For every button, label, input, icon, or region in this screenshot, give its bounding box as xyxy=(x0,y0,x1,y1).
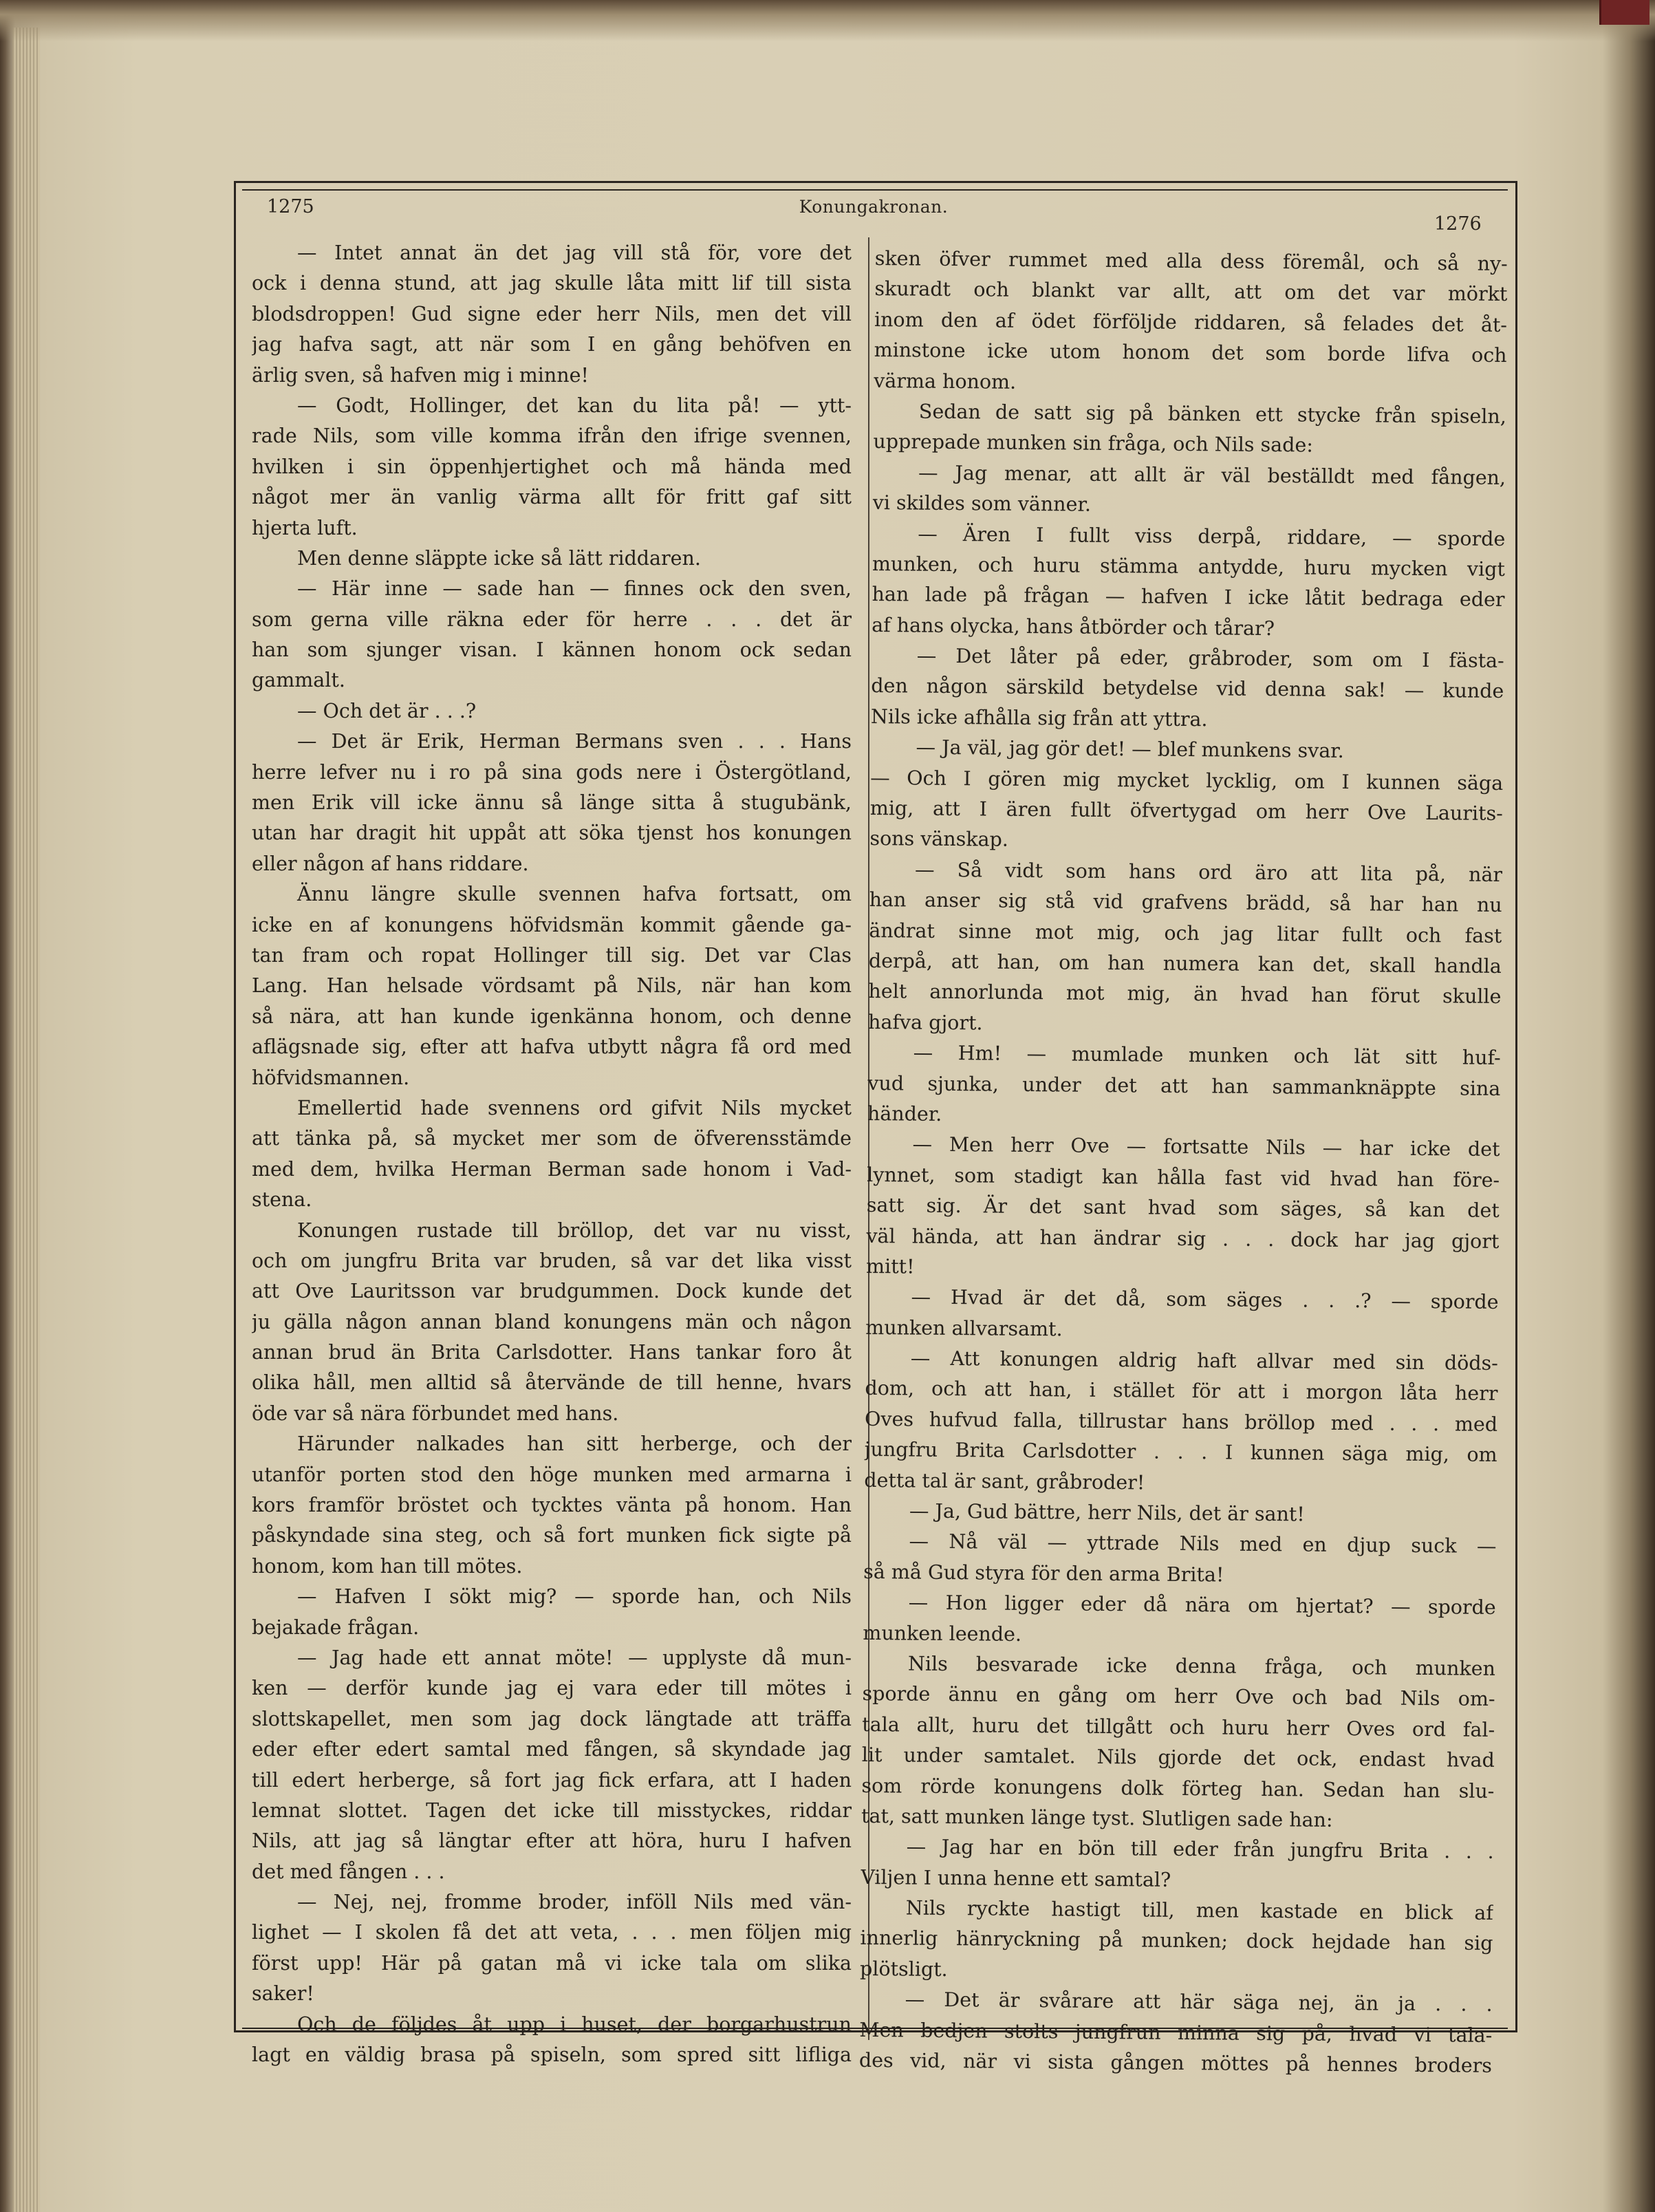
text-line: ken — derför kunde jag ej vara eder till mötes i xyxy=(252,1677,852,1700)
text-line: — Men herr Ove — fortsatte Nils — har icke det xyxy=(912,1132,1500,1161)
text-line: — Hafven I sökt mig? — sporde han, och Nils xyxy=(297,1585,852,1609)
text-line: — Det är Erik, Herman Bermans sven . . . Hans xyxy=(297,730,852,753)
text-line: men Erik vill icke ännu så länge sitta å stugubänk, xyxy=(252,791,852,815)
text-line: och om jungfru Brita var bruden, så var det lika visst xyxy=(252,1249,852,1272)
text-line: plötsligt. xyxy=(859,1957,948,1981)
text-line: innerlig hänryckning på munken; dock hejdade han sig xyxy=(860,1926,1493,1955)
text-line: — Här inne — sade han — finnes ock den sven, xyxy=(297,577,852,601)
text-line: stena. xyxy=(252,1188,312,1212)
text-line: gammalt. xyxy=(252,669,345,692)
top-edge-shadow xyxy=(0,0,1655,41)
text-line: sporde ännu en gång om herr Ove och bad Nils om- xyxy=(862,1682,1495,1711)
text-line: saker! xyxy=(252,1982,314,2006)
text-line: lit under samtalet. Nils gjorde det ock, endast hvad xyxy=(861,1743,1495,1772)
text-line: lighet — I skolen få det att veta, . . . men följen mig xyxy=(252,1921,852,1944)
book-page-edges xyxy=(12,28,40,2212)
text-line: annan brud än Brita Carlsdotter. Hans tankar foro åt xyxy=(252,1341,852,1364)
text-line: munken allvarsamt. xyxy=(865,1316,1063,1341)
text-line: tat, satt munken länge tyst. Slutligen sade han: xyxy=(861,1804,1333,1832)
text-line: så nära, att han kunde igenkänna honom, och denne xyxy=(252,1005,852,1028)
text-line: så må Gud styra för den arma Brita! xyxy=(863,1560,1224,1587)
right-text-column xyxy=(859,244,1508,2081)
text-line: Oves hufvud falla, tillrustar hans bröllop med . . . med xyxy=(864,1407,1498,1436)
text-line: Men denne släppte icke så lätt riddaren. xyxy=(297,546,701,570)
text-line: eder efter edert samtal med fången, så skyndade jag xyxy=(252,1738,852,1761)
text-line: utan har dragit hit uppåt att söka tjenst hos konungen xyxy=(252,822,852,845)
text-line: satt sig. Är det sant hvad som säges, så kan det xyxy=(866,1194,1500,1223)
page-number-left: 1275 xyxy=(267,196,314,217)
text-line: — Att konungen aldrig haft allvar med sin döds- xyxy=(910,1346,1498,1375)
text-line: bejakade frågan. xyxy=(252,1615,420,1639)
text-line: — Nå väl — yttrade Nils med en djup suck — xyxy=(909,1529,1497,1558)
text-line: rade Nils, som ville komma ifrån den ifrige svennen, xyxy=(252,425,852,448)
text-line: aflägsnade sig, efter att hafva utbytt några få ord med xyxy=(252,1035,852,1059)
text-line: honom, kom han till mötes. xyxy=(252,1554,523,1578)
text-line: — Nej, nej, fromme broder, inföll Nils med vän- xyxy=(297,1891,852,1914)
text-line: minstone icke utom honom det som borde lifva och xyxy=(874,339,1507,367)
text-line: helt annorlunda mot mig, än hvad han förut skulle xyxy=(868,980,1502,1009)
text-line: mitt! xyxy=(865,1254,915,1278)
text-line: — Och det är . . .? xyxy=(297,699,477,722)
text-line: Nils, att jag så längtar efter att höra, huru I hafven xyxy=(252,1829,852,1853)
text-line: Och de följdes åt upp i huset, der borgarhustrun xyxy=(297,2012,852,2036)
text-line: Härunder nalkades han sitt herberge, och der xyxy=(297,1432,852,1456)
text-line: ock i denna stund, att jag skulle låta mitt lif till sista xyxy=(252,272,852,295)
text-line: sons vänskap. xyxy=(869,827,1009,852)
text-line: höfvidsmannen. xyxy=(252,1066,410,1089)
text-line: dom, och att han, i stället för att i morgon låta herr xyxy=(865,1377,1498,1406)
text-line: vi skildes som vänner. xyxy=(872,491,1092,516)
text-line: Nils ryckte hastigt till, men kastade en blick af xyxy=(905,1896,1494,1925)
text-line: blodsdroppen! Gud signe eder herr Nils, men det vill xyxy=(252,302,852,325)
text-line: — Det låter på eder, gråbroder, som om I fästa- xyxy=(916,644,1504,673)
text-line: att Ove Lauritsson var brudgummen. Dock kunde det xyxy=(252,1280,852,1303)
text-line: lemnat slottet. Tagen det icke till misstyckes, riddar xyxy=(252,1798,852,1822)
text-line: olika håll, men alltid så återvände de till henne, hvars xyxy=(252,1371,852,1395)
text-line: tan fram och ropat Hollinger till sig. Det var Clas xyxy=(252,943,852,967)
text-line: ändrat sinne mot mig, och jag litar fullt och fast xyxy=(869,919,1502,947)
text-line: inom den af ödet förföljde riddaren, så felades det åt- xyxy=(874,308,1508,336)
text-line: Men bedjen stolts jungfrun minna sig på, hvad vi tala- xyxy=(859,2018,1493,2047)
text-line: — Jag menar, att allt är väl beställdt med fången, xyxy=(918,461,1506,489)
text-line: — Hvad är det då, som säges . . .? — sporde xyxy=(911,1285,1499,1314)
text-line: öde var så nära förbundet med hans. xyxy=(252,1402,619,1425)
text-line: det med fången . . . xyxy=(252,1860,445,1883)
text-line: — Ären I fullt viss derpå, riddare, — sporde xyxy=(918,522,1506,550)
text-line: upprepade munken sin fråga, och Nils sade: xyxy=(873,430,1314,457)
text-line: till edert herberge, så fort jag fick erfara, att I haden xyxy=(252,1768,852,1792)
text-line: han lade på frågan — hafven I icke låtit bedraga eder xyxy=(872,583,1505,612)
text-line: Lang. Han helsade vördsamt på Nils, när han kom xyxy=(252,974,852,998)
text-line: han som sjunger visan. I kännen honom ock sedan xyxy=(252,638,852,662)
text-line: — Hm! — mumlade munken och lät sitt huf- xyxy=(913,1041,1501,1070)
text-line: han anser sig stå vid grafvens brädd, så har han nu xyxy=(869,888,1502,917)
text-line: värma honom. xyxy=(874,369,1017,394)
text-line: jungfru Brita Carlsdotter . . . I kunnen säga mig, om xyxy=(864,1438,1497,1467)
text-line: detta tal är sant, gråbroder! xyxy=(864,1468,1145,1494)
text-line: Nils besvarade icke denna fråga, och munken xyxy=(907,1652,1496,1680)
left-text-column xyxy=(252,238,852,2070)
text-line: Sedan de satt sig på bänken ett stycke från spiseln, xyxy=(918,400,1506,428)
text-line: lynnet, som stadigt kan hålla fast vid hvad han före- xyxy=(867,1163,1500,1192)
text-line: af hans olycka, hans åtbörder och tårar? xyxy=(872,613,1275,640)
bookmark-tab xyxy=(1599,0,1649,25)
text-line: lagt en väldig brasa på spiseln, som spred sitt lifliga xyxy=(252,2043,852,2067)
text-line: ärlig sven, så hafven mig i minne! xyxy=(252,363,589,387)
page-number-right: 1276 xyxy=(1434,213,1482,235)
text-line: des vid, när vi sista gången möttes på hennes broders xyxy=(858,2048,1493,2077)
text-line: hvilken i sin öppenhjertighet och må hända med xyxy=(252,455,852,478)
text-line: — Så vidt som hans ord äro att lita på, när xyxy=(914,858,1503,886)
text-line: Viljen I unna henne ett samtal? xyxy=(861,1865,1171,1891)
text-line: som gerna ville räkna eder för herre . . . det är xyxy=(252,608,852,631)
text-line: icke en af konungens höfvidsmän kommit gående ga- xyxy=(252,913,852,936)
text-line: mig, att I ären fullt öfvertygad om herr Ove Laurits- xyxy=(869,797,1503,826)
text-line: — Jag har en bön till eder från jungfru Brita . . . xyxy=(906,1835,1494,1864)
text-line: herre lefver nu i ro på sina gods nere i Östergötland, xyxy=(252,760,852,784)
text-line: skuradt och blankt var allt, att om det var mörkt xyxy=(874,277,1508,306)
text-line: kors framför bröstet och tycktes vänta på honom. Han xyxy=(252,1494,852,1517)
text-line: vud sjunka, under det att han sammanknäppte sina xyxy=(867,1071,1501,1100)
text-line: — Det är svårare att här säga nej, än ja . . . xyxy=(905,1988,1493,2017)
text-line: Emellertid hade svennens ord gifvit Nils mycket xyxy=(297,1096,852,1119)
text-line: ju gälla någon annan bland konungens män och någon xyxy=(252,1310,852,1333)
text-line: Ännu längre skulle svennen hafva fortsatt, om xyxy=(297,883,852,906)
text-line: — Jag hade ett annat möte! — upplyste då mun- xyxy=(297,1646,852,1669)
text-line: först upp! Här på gatan må vi icke tala om slika xyxy=(252,1951,852,1975)
text-line: att tänka på, så mycket mer som de öfverensstämde xyxy=(252,1127,852,1150)
text-line: hjerta luft. xyxy=(252,516,358,539)
text-line: den någon särskild betydelse vid denna sak! — kunde xyxy=(871,674,1504,703)
text-line: med dem, hvilka Herman Berman sade honom i Vad- xyxy=(252,1157,852,1181)
text-line: derpå, att han, om han numera kan det, skall handla xyxy=(868,949,1502,978)
text-line: händer. xyxy=(867,1102,942,1126)
text-line: slottskapellet, men som jag dock längtade att träffa xyxy=(252,1707,852,1730)
text-line: — Godt, Hollinger, det kan du lita på! — ytt- xyxy=(297,394,852,417)
text-line: — Ja väl, jag gör det! — blef munkens svar. xyxy=(916,735,1344,763)
text-line: — Hon ligger eder då nära om hjertat? — sporde xyxy=(908,1591,1496,1620)
text-line: något mer än vanlig värma allt för fritt gaf sitt xyxy=(252,486,852,509)
running-title: Konungakronan. xyxy=(799,197,949,217)
text-line: påskyndade sina steg, och så fort munken fick sigte på xyxy=(252,1524,852,1547)
text-line: — Intet annat än det jag vill stå för, vore det xyxy=(297,241,852,264)
text-line: Konungen rustade till bröllop, det var nu visst, xyxy=(297,1218,852,1242)
text-line: sken öfver rummet med alla dess föremål, och så ny- xyxy=(874,246,1508,276)
text-line: utanför porten stod den höge munken med armarna i xyxy=(252,1463,852,1486)
text-line: hafva gjort. xyxy=(867,1010,983,1035)
text-line: munken leende. xyxy=(863,1621,1022,1646)
text-line: munken, och huru stämma antydde, huru mycken vigt xyxy=(872,552,1506,581)
text-line: Nils icke afhålla sig från att yttra. xyxy=(870,705,1208,731)
text-line: tala allt, huru det tillgått och huru herr Oves ord fal- xyxy=(862,1712,1495,1741)
text-line: väl hända, att han ändrar sig . . . dock har jag gjort xyxy=(866,1224,1500,1253)
text-line: — Ja, Gud bättre, herr Nils, det är sant! xyxy=(909,1499,1305,1526)
text-line: eller någon af hans riddare. xyxy=(252,852,529,875)
text-line: som rörde konungens dolk förteg han. Sedan han slu- xyxy=(861,1774,1495,1803)
text-line: jag hafva sagt, att när som I en gång behöfven en xyxy=(252,333,852,356)
text-line: — Och I gören mig mycket lycklig, om I kunnen säga xyxy=(870,766,1504,795)
